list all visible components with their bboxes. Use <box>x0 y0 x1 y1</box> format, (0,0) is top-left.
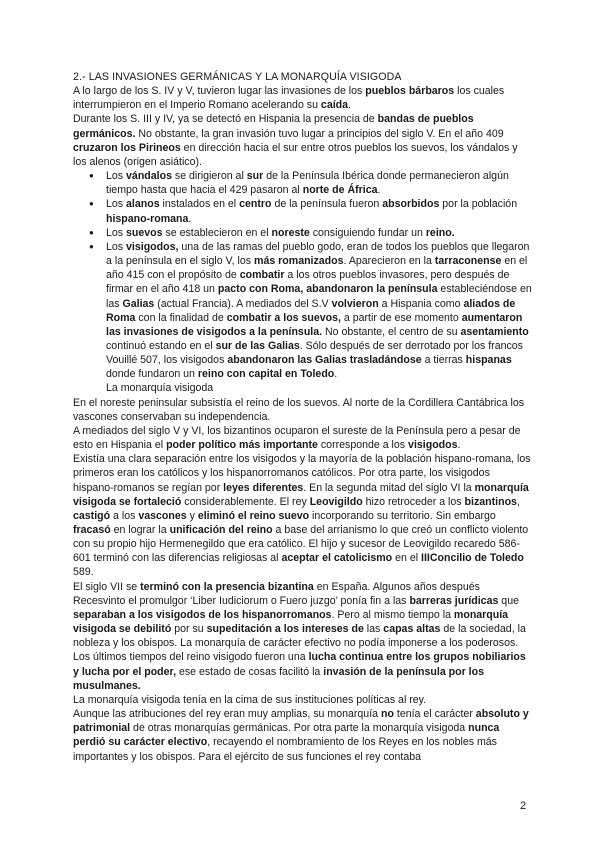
bold-text: sur <box>246 170 264 183</box>
bold-text: tarraconense <box>434 255 502 268</box>
paragraph: Durante los S. III y IV, ya se detectó en Hispania la presencia de bandas de pueblos germánicos. No obstante, la gran invasión tuvo lugar a principios del siglo V. En el año 409 cruzaron los Pirineos en dirección hacia el sur entre otros pueblos los suevos, los vándalos y los alenos (origen asiático). <box>73 113 518 168</box>
paragraph: La monarquía visigoda tenía en la cima de sus instituciones políticas al rey. <box>73 693 427 706</box>
bold-text: noreste <box>271 226 310 239</box>
body-paragraphs <box>73 396 533 764</box>
bold-text: norte de África <box>302 184 378 197</box>
page-number: 2 <box>520 800 527 812</box>
bold-text: vascones <box>138 509 187 522</box>
bold-text: cruzaron los Pirineos <box>73 141 181 154</box>
bold-text: Galias <box>122 297 155 310</box>
bold-text: sur de las Galias <box>215 339 300 352</box>
bold-text: visigodos <box>408 439 458 452</box>
bold-text: castigó <box>73 509 111 522</box>
paragraph: Aunque las atribuciones del rey eran muy amplias, su monarquía no tenía el carácter absoluto y patrimonial de otras monarquías germánicas. Por otra parte la monarquía visigoda nunca perdió su carácter electivo, recayendo el nombramiento de los Reyes en los nobles más importantes y los obispos. Para el ejército de sus funciones el rey contaba <box>73 708 529 763</box>
bold-text: no <box>380 708 394 721</box>
bold-text: combatir <box>239 269 285 282</box>
paragraph: A mediados del siglo V y VI, los bizantinos ocuparon el sureste de la Península pero a pesar de esto en Hispania el poder político más importante corresponde a los visigodos. <box>73 424 521 452</box>
bold-text: poder político más importante <box>166 439 318 452</box>
peoples-bullet-list <box>73 169 533 381</box>
bold-text: pacto con Roma, <box>217 283 304 296</box>
bold-text: eliminó el reino suevo <box>197 509 310 522</box>
bold-text: absorbidos <box>382 198 440 211</box>
bold-text: alanos <box>126 198 160 211</box>
bullet-item: ● Los visigodos, una de las ramas del pueblo godo, eran de todos los pueblos que llegaron a la península en el siglo V, los más romanizados. Aparecieron en la tarraconense en el año 415 con el propósito de combatir a los otros pueblos invasores, pero después de firmar en el año 418 un pacto con Roma, abandonaron la península estableciéndose en las Galias (actual Francia). A mediados del S.V volvieron a Hispania como aliados de Roma con la finalidad de combatir a los suevos, a partir de ese momento aumentaron las invasiones de visigodos a la península. No obstante, el centro de su asentamiento continuó estando en el sur de las Galias. Sólo después de ser derrotado por los francos Vouillé 507, los visigodos abandonaron las Galias trasladándose a tierras hispanas donde fundaron un reino con capital en Toledo. <box>106 240 533 382</box>
bold-text: visigodos, <box>126 240 179 253</box>
section-title: 2.- LAS INVASIONES GERMÁNICAS Y LA MONARQUÍA VISIGODA <box>73 71 402 83</box>
bold-text: leyes diferentes <box>223 481 304 494</box>
bold-text: aumentaron las invasiones de visigodos a la península. <box>106 311 523 338</box>
bold-text: monarquía visigoda se fortaleció <box>73 481 529 508</box>
document-page <box>73 70 533 764</box>
intro-paragraphs <box>73 84 533 169</box>
bold-text: combatir a los suevos, <box>226 311 341 324</box>
bold-text: aliados de Roma <box>106 297 516 324</box>
bullet-item: ● Los alanos instalados en el centro de la península fueron absorbidos por la población hispano-romana. <box>106 197 533 225</box>
subheading: La monarquía visigoda <box>106 382 214 395</box>
bold-text: unificación del reino <box>169 524 273 536</box>
bold-text: reino con capital en Toledo <box>197 368 335 381</box>
bold-text: lucha continua entre los grupos nobiliarios y lucha por el poder, <box>73 651 526 678</box>
bold-text: vándalos <box>126 170 172 183</box>
paragraph: A lo largo de los S. IV y V, tuvieron lugar las invasiones de los pueblos bárbaros los cuales interrumpieron en el Imperio Romano acelerando su caída. <box>73 85 505 112</box>
bold-text: Leovigildo <box>309 495 363 508</box>
bold-text: monarquía visigoda se debilitó <box>73 608 509 636</box>
bold-text: invasión de la península por los musulmanes. <box>73 665 484 692</box>
paragraph: El siglo VII se terminó con la presencia bizantina en España. Algunos años después Recesvinto el promulgor ‘Liber Iudiciorum o Fuero juzgo’ ponía fin a las barreras jurídicas que separaban a los visigodos de los hispanorromanos. Pero al mismo tiempo la monarquía visigoda se debilitó por su supeditación a los intereses de las capas altas de la sociedad, la nobleza y los obispos. La monarquía de carácter efectivo no podía imponerse a los poderosos. Los últimos tiempos del reino visigodo fueron una lucha continua entre los grupos nobiliarios y lucha por el poder, ese estado de cosas facilitó la invasión de la península por los musulmanes. <box>73 580 526 692</box>
bullet-item: ● Los vándalos se dirigieron al sur de la Península Ibérica donde permanecieron algún tiempo hasta que hacia el 429 pasaron al norte de África. <box>106 169 533 197</box>
bold-text: volvieron <box>331 297 379 310</box>
bold-text: IIIConcilio de Toledo <box>421 552 524 565</box>
bold-text: supeditación a los intereses de <box>206 623 364 636</box>
paragraph: Existía una clara separación entre los visigodos y la mayoría de la población hispano-romana, los primeros eran los católicos y los hispanorromanos católicos. Por otra parte, los visigodos hispano-romanos se regían por leyes diferentes. En la segunda mitad del siglo VI la monarquía visigoda se fortaleció considerablemente. El rey Leovigildo hizo retroceder a los bizantinos, castigó a los vascones y eliminó el reino suevo incorporando su territorio. Sin embargo fracasó en lograr la unificación del reino a base del arrianismo lo que creó un conflicto violento con su propio hijo Hermenegildo que era católico. El hijo y sucesor de Leovigildo recaredo 586-601 terminó con las diferencias religiosas al aceptar el catolicismo en el IIIConcilio de Toledo 589. <box>73 453 531 579</box>
bold-text: abandonaron las Galias trasladándose <box>227 354 422 367</box>
bold-text: pueblos bárbaros <box>365 85 455 98</box>
bold-text: aceptar el catolicismo <box>281 552 393 565</box>
bold-text: caída <box>320 99 349 112</box>
bold-text: absoluto y patrimonial <box>73 708 529 735</box>
bold-text: fracasó <box>73 524 111 536</box>
bold-text: capas altas <box>383 623 441 636</box>
bold-text: centro <box>239 198 272 211</box>
bullet-item: ● Los suevos se establecieron en el noreste consiguiendo fundar un reino. <box>106 226 533 240</box>
bold-text: terminó con la presencia bizantina <box>140 580 314 593</box>
bold-text: hispanas <box>465 354 512 367</box>
bold-text: más romanizados <box>254 255 344 268</box>
bold-text: separaban a los visigodos de los hispanorromanos <box>73 608 332 621</box>
bold-text: reino. <box>425 226 455 239</box>
bold-text: asentamiento <box>460 325 529 338</box>
bold-text: abandonaron la península <box>306 283 438 296</box>
bold-text: barreras jurídicas <box>409 594 499 607</box>
bold-text: bizantinos <box>464 495 517 508</box>
bold-text: suevos <box>126 226 163 239</box>
bold-text: bandas de pueblos germánicos. <box>73 113 474 140</box>
paragraph: En el noreste peninsular subsistía el reino de los suevos. Al norte de la Cordillera Cantábrica los vascones conservaban su independencia. <box>73 396 525 423</box>
bold-text: nunca perdió su carácter electivo <box>73 722 500 749</box>
bold-text: hispano-romana <box>106 212 189 225</box>
